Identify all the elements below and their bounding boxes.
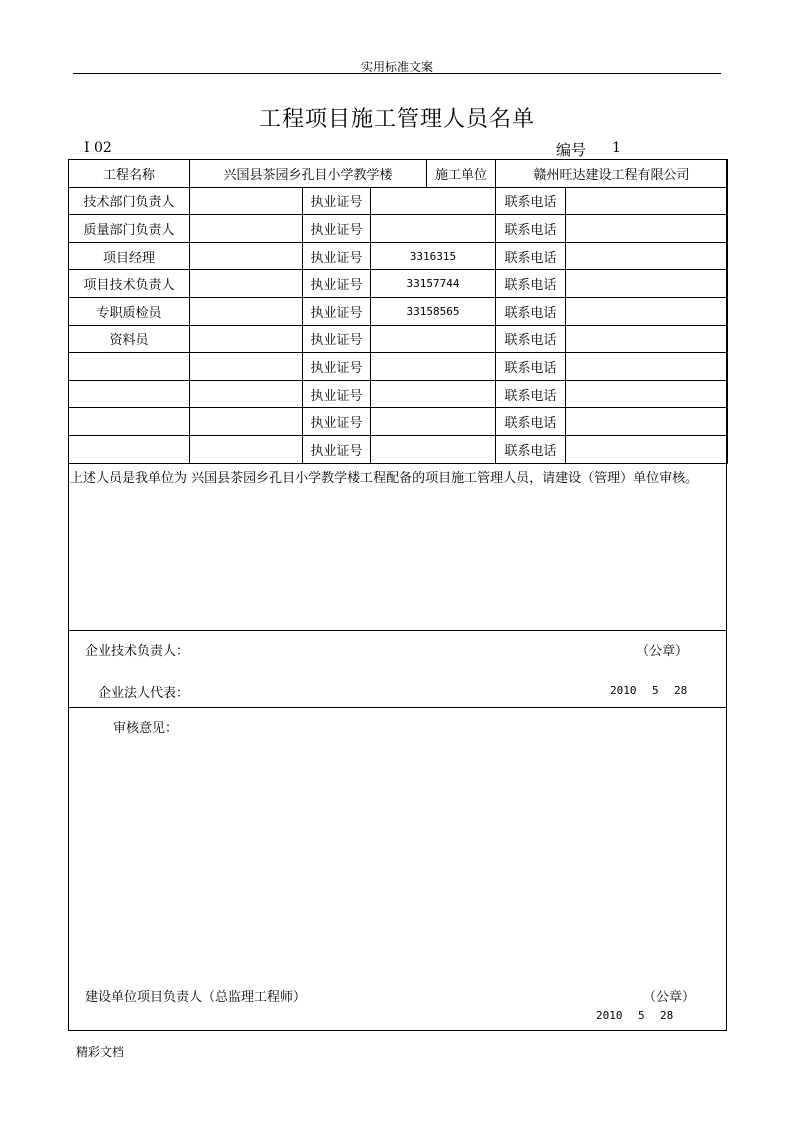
cert-label: 执业证号 <box>303 242 371 270</box>
staff-row <box>69 353 728 381</box>
staff-row <box>69 187 728 215</box>
phone-value <box>566 242 728 270</box>
document-title: 工程项目施工管理人员名单 <box>258 107 535 132</box>
cert-label: 执业证号 <box>303 297 371 325</box>
staff-row <box>69 242 728 270</box>
cert-label: 执业证号 <box>303 270 371 298</box>
cert-number <box>371 325 496 353</box>
phone-label: 联系电话 <box>496 215 566 243</box>
staff-table <box>68 159 728 464</box>
enterprise-legal-rep-label: 企业法人代表： <box>98 686 190 701</box>
staff-role: 项目技术负责人 <box>69 270 190 298</box>
phone-value <box>566 380 728 408</box>
cert-number: 33157744 <box>371 270 496 298</box>
phone-value <box>566 435 728 463</box>
cert-label: 执业证号 <box>303 325 371 353</box>
section-divider-enterprise <box>68 630 727 631</box>
staff-role: 技术部门负责人 <box>69 187 190 215</box>
cert-label: 执业证号 <box>303 353 371 381</box>
staff-name <box>190 187 303 215</box>
staff-row <box>69 297 728 325</box>
staff-name <box>190 325 303 353</box>
phone-label: 联系电话 <box>496 242 566 270</box>
cert-label: 执业证号 <box>303 187 371 215</box>
cert-number <box>371 408 496 436</box>
construction-unit-label: 施工单位 <box>427 160 496 188</box>
staff-role <box>69 353 190 381</box>
cert-label: 执业证号 <box>303 435 371 463</box>
review-date-year: 2010 <box>596 1009 623 1022</box>
staff-name <box>190 353 303 381</box>
staff-name <box>190 215 303 243</box>
staff-name <box>190 380 303 408</box>
phone-value <box>566 270 728 298</box>
staff-row <box>69 408 728 436</box>
staff-name <box>190 270 303 298</box>
cert-number <box>371 380 496 408</box>
staff-name <box>190 242 303 270</box>
staff-name <box>190 297 303 325</box>
cert-number <box>371 353 496 381</box>
staff-role <box>69 408 190 436</box>
enterprise-date-year: 2010 <box>610 684 637 697</box>
project-name-label: 工程名称 <box>69 160 190 188</box>
staff-row <box>69 435 728 463</box>
header-rule <box>73 73 721 74</box>
phone-value <box>566 353 728 381</box>
staff-name <box>190 408 303 436</box>
phone-label: 联系电话 <box>496 408 566 436</box>
staff-rows <box>69 187 728 463</box>
staff-role: 质量部门负责人 <box>69 215 190 243</box>
phone-label: 联系电话 <box>496 353 566 381</box>
staff-role <box>69 380 190 408</box>
staff-role: 专职质检员 <box>69 297 190 325</box>
phone-label: 联系电话 <box>496 325 566 353</box>
staff-role: 资料员 <box>69 325 190 353</box>
staff-row <box>69 325 728 353</box>
review-signer-label: 建设单位项目负责人（总监理工程师） <box>85 990 307 1005</box>
phone-label: 联系电话 <box>496 297 566 325</box>
cert-number <box>371 215 496 243</box>
page-header: 实用标准文案 <box>360 60 433 74</box>
section-divider-review <box>68 707 727 708</box>
phone-value <box>566 215 728 243</box>
cert-number: 33158565 <box>371 297 496 325</box>
project-row <box>69 160 728 188</box>
statement-text: 上述人员是我单位为 兴国县茶园乡孔目小学教学楼工程配备的项目施工管理人员，请建设（管理）单位审核。 <box>70 471 699 486</box>
cert-number <box>371 435 496 463</box>
page-footer: 精彩文档 <box>76 1045 125 1059</box>
cert-label: 执业证号 <box>303 408 371 436</box>
cert-number <box>371 187 496 215</box>
construction-unit-value: 赣州旺达建设工程有限公司 <box>496 160 728 188</box>
enterprise-date-day: 28 <box>674 684 688 697</box>
enterprise-date-month: 5 <box>652 684 659 697</box>
staff-name <box>190 435 303 463</box>
serial-label: 编号 <box>556 141 587 159</box>
review-opinion-label: 审核意见： <box>113 721 179 736</box>
cert-label: 执业证号 <box>303 380 371 408</box>
review-date-month: 5 <box>638 1009 645 1022</box>
phone-value <box>566 408 728 436</box>
review-date-day: 28 <box>660 1009 674 1022</box>
staff-row <box>69 380 728 408</box>
phone-value <box>566 297 728 325</box>
phone-label: 联系电话 <box>496 380 566 408</box>
serial-value: 1 <box>612 140 621 156</box>
enterprise-tech-lead-label: 企业技术负责人： <box>85 644 190 659</box>
cert-number: 3316315 <box>371 242 496 270</box>
enterprise-seal: （公章） <box>636 644 689 659</box>
phone-value <box>566 325 728 353</box>
phone-label: 联系电话 <box>496 187 566 215</box>
review-seal: （公章） <box>643 990 696 1005</box>
cert-label: 执业证号 <box>303 215 371 243</box>
staff-row <box>69 215 728 243</box>
staff-row <box>69 270 728 298</box>
phone-label: 联系电话 <box>496 270 566 298</box>
phone-label: 联系电话 <box>496 435 566 463</box>
form-code: I 02 <box>84 140 112 156</box>
staff-role: 项目经理 <box>69 242 190 270</box>
staff-role <box>69 435 190 463</box>
project-name-value: 兴国县茶园乡孔目小学教学楼 <box>190 160 427 188</box>
phone-value <box>566 187 728 215</box>
